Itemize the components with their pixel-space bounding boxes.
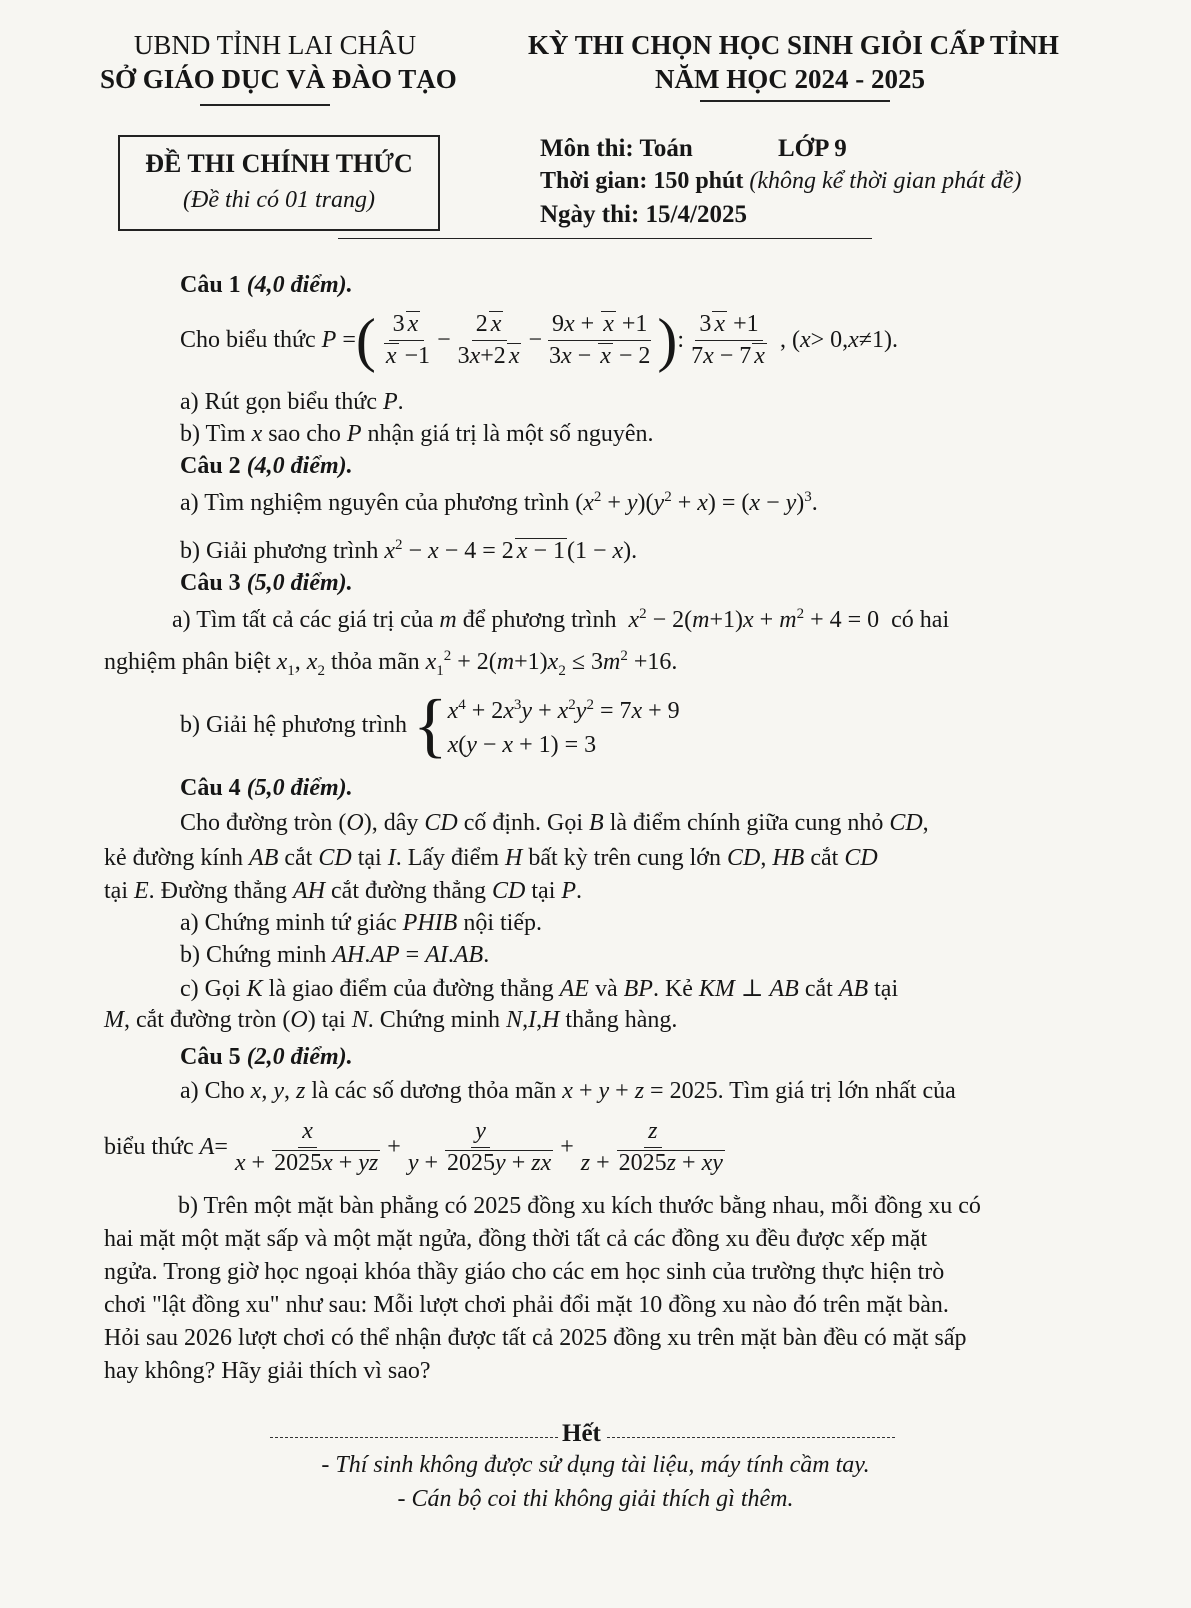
q4-heading [180,775,353,802]
q5-part-b-line2: hai mặt một mặt sấp và một mặt ngửa, đồng thời tất cả các đồng xu đều được xếp mặt [104,1226,928,1252]
q4-points: (5,0 điểm). [246,775,353,801]
q4-line3: tại E. Đường thẳng AH cắt đường thẳng CD tại P. [104,878,583,904]
school-year: NĂM HỌC 2024 - 2025 [655,64,925,94]
q3-part-a-line2: nghiệm phân biệt $x_1$, $x_2$ thỏa mãn $x_1^2 + 2(m+1)x_2 \le 3m^2 +16$. [104,648,678,679]
footer-note-2: - Cán bộ coi thi không giải thích gì thêm. [397,1486,794,1512]
q3-title: Câu 3 [180,570,241,596]
department-name: UBND TỈNH LAI CHÂU [133,30,417,60]
time-note: (không kể thời gian phát đề) [749,168,1022,194]
q5-part-a-line1: a) Cho x, y, z là các số dương thỏa mãn x + y + z = 2025. Tìm giá trị lớn nhất của [180,1078,956,1104]
q3-heading [180,570,353,597]
q2-part-b: b) Giải phương trình $x^2 - x - 4 = 2$ x − 1(1 − x). [180,537,638,564]
q4-title: Câu 4 [180,775,241,801]
time-info [540,168,1021,195]
q3-part-b: b) Giải hệ phương trình { $x^4 + 2x^3y + x^2y^2 = 7x + 9$ x(y − x + 1) = 3 [180,685,680,765]
end-rule-left [270,1437,558,1438]
q4-part-c-line2: M, cắt đường tròn (O) tại N. Chứng minh N,I,H thẳng hàng. [104,1007,678,1033]
q3-points: (5,0 điểm). [246,570,353,596]
footer-note-1: - Thí sinh không được sử dụng tài liệu, máy tính cầm tay. [321,1452,870,1478]
header-separator [338,238,872,239]
official-exam-box [118,135,440,231]
q1-part-b: b) Tìm x sao cho P nhận giá trị là một số nguyên. [180,421,654,447]
q2-points: (4,0 điểm). [246,453,353,479]
q1-points: (4,0 điểm). [246,272,353,298]
q1-intro: Cho biểu thức [180,326,316,353]
exam-date: Ngày thi: 15/4/2025 [540,201,747,228]
grade-label: LỚP 9 [778,135,847,162]
end-rule-right [607,1437,895,1438]
q4-line1: Cho đường tròn (O), dây CD cố định. Gọi B là điểm chính giữa cung nhỏ CD, [180,810,929,836]
q5-part-b-line4: chơi "lật đồng xu" như sau: Mỗi lượt chơi phải đổi mặt 10 đồng xu nào đó trên mặt bàn. [104,1292,949,1318]
q5-heading [180,1044,353,1071]
education-office-name: SỞ GIÁO DỤC VÀ ĐÀO TẠO [100,64,457,94]
contest-title: KỲ THI CHỌN HỌC SINH GIỎI CẤP TỈNH [528,30,1059,60]
q4-part-b: b) Chứng minh AH.AP = AI.AB. [180,942,490,968]
left-header-rule [200,104,330,106]
q4-line2: kẻ đường kính AB cắt CD tại I. Lấy điểm H bất kỳ trên cung lớn CD, HB cắt CD [104,845,878,871]
page-count-note: (Đề thi có 01 trang) [183,187,375,213]
q5-title: Câu 5 [180,1044,241,1070]
q1-title: Câu 1 [180,272,241,298]
q5-part-b-line3: ngửa. Trong giờ học ngoại khóa thầy giáo cho các em học sinh của trường thực hiện trò [104,1259,945,1285]
q1-part-a: a) Rút gọn biểu thức P. [180,389,404,415]
q1-expression: Cho biểu thức P = ( $\frac{3 x}{x -1}$ − $\frac{2 x}{3x+2 x}$ − $\frac{9x + x +1}{3x - x - 2}$ ) : $\frac{3 x +1}{7x - 7 x}$ , ( x > 0, x ≠1). [180,307,898,373]
q5-part-b-line6: hay không? Hãy giải thích vì sao? [104,1358,431,1384]
q1-heading [180,272,353,299]
q4-part-a: a) Chứng minh tứ giác PHIB nội tiếp. [180,910,542,936]
q2-part-a: a) Tìm nghiệm nguyên của phương trình $(x^2 + y)(y^2 + x) = (x - y)^3$. [180,489,818,516]
subject-label: Môn thi: Toán [540,135,693,162]
q2-title: Câu 2 [180,453,241,479]
q5-part-b-line5: Hỏi sau 2026 lượt chơi có thể nhận được tất cả 2025 đồng xu trên mặt bàn đều có mặt sấp [104,1325,967,1351]
q3-part-a-line1: a) Tìm tất cả các giá trị của m để phương trình $x^2 - 2(m+1)x + m^2 + 4 = 0$ có hai [172,606,950,633]
official-exam-label: ĐỀ THI CHÍNH THỨC [145,149,413,178]
q5-points: (2,0 điểm). [246,1044,353,1070]
q5-part-b-line1: b) Trên một mặt bàn phẳng có 2025 đồng xu kích thước bằng nhau, mỗi đồng xu có [178,1193,981,1219]
q4-part-c-line1: c) Gọi K là giao điểm của đường thẳng AE và BP. Kẻ KM ⊥ AB cắt AB tại [180,976,899,1002]
right-header-rule [700,100,890,102]
q5-part-a-expression: biểu thức A = $\frac{x}{x + 2025x + yz}$ + $\frac{y}{y + 2025y + zx}$ + $\frac{z}{z + 2025z + xy}$ [104,1117,723,1176]
q2-heading [180,453,353,480]
time-label: Thời gian: 150 phút [540,168,744,194]
end-marker: Hết [562,1420,601,1447]
